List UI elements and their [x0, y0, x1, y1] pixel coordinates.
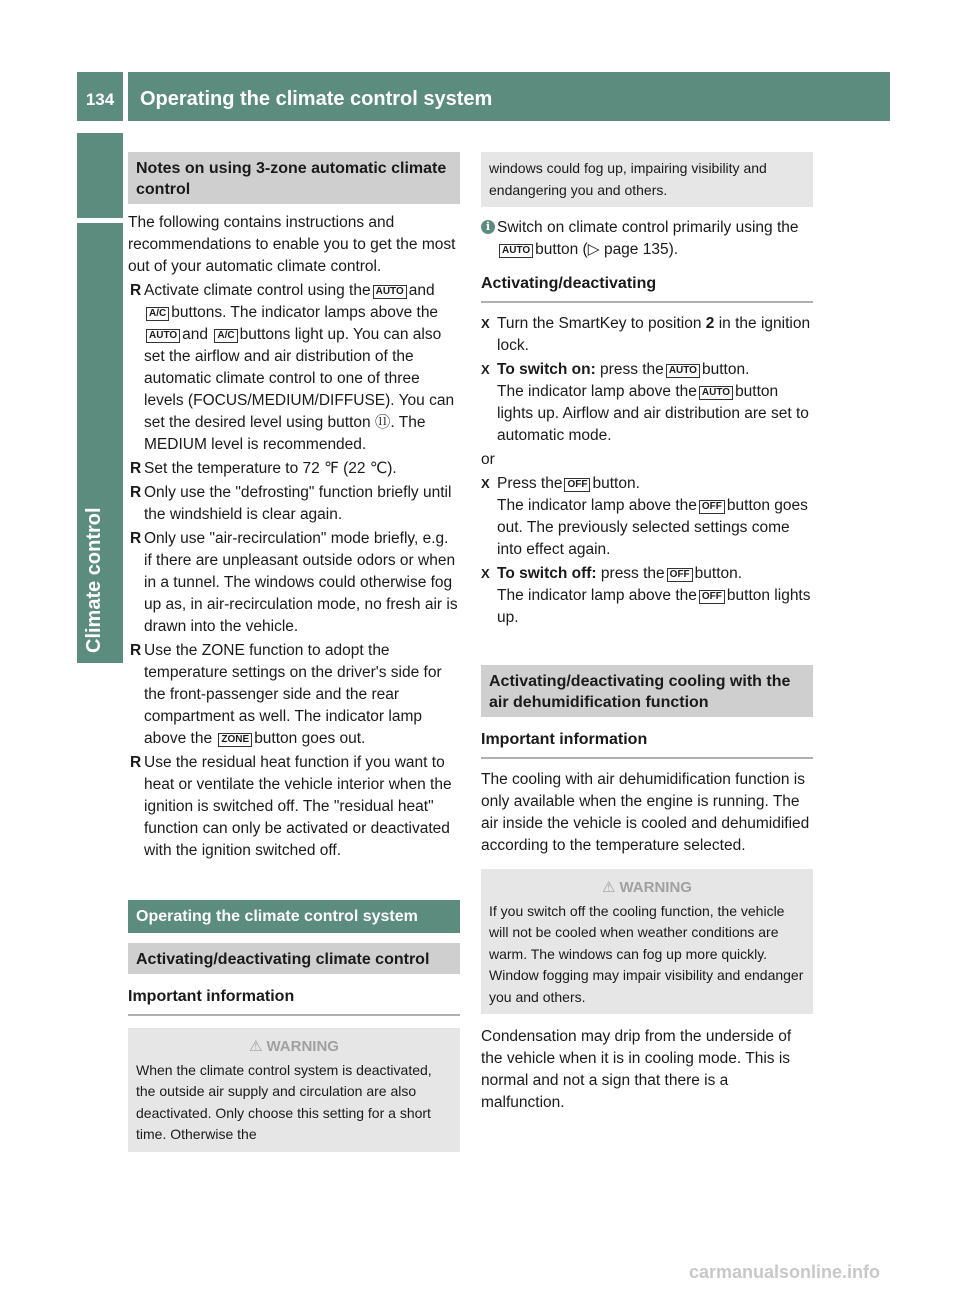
warning-text-continued: windows could fog up, impairing visibility and endangering you and others.	[489, 160, 767, 198]
auto-button-icon: AUTO	[699, 386, 733, 400]
right-column	[481, 152, 813, 1114]
list-item: X To switch off: press the OFF button. The indicator lamp above the OFF button lights up.	[481, 565, 811, 626]
list-item: X Turn the SmartKey to position 2 in the ignition lock.	[481, 315, 811, 354]
warning-box	[128, 1028, 460, 1152]
warning-text-2: If you switch off the cooling function, the vehicle will not be cooled when weather conditions are warm. The windows can fog up more quickly. Window fogging may impair visibility and endanger you and others.	[489, 902, 804, 1005]
page-title: Operating the climate control system	[140, 88, 493, 110]
off-button-icon: OFF	[699, 500, 725, 514]
cooling-text: The cooling with air dehumidification function is only available when the engine is running. The air inside the vehicle is cooled and dehumidified according to the temperature selected.	[481, 771, 810, 854]
ac-button-icon: A/C	[214, 329, 237, 343]
list-item: R Activate climate control using the AUTO and A/C buttons. The indicator lamps above the AUTO and A/C buttons light up. You can also set the airflow and air distribution of the automatic climate control to one of three levels (FOCUS/MEDIUM/DIFFUSE). You can set the desired level using button ⑪. The MEDIUM level is recommended.	[130, 282, 455, 453]
warning-title: ⚠ WARNING	[136, 1036, 452, 1058]
list-item: R Only use the "defrosting" function briefly until the windshield is clear again.	[130, 484, 452, 523]
warning-box-continued	[481, 152, 813, 207]
header-bar	[128, 72, 890, 121]
warning-title-2: ⚠ WARNING	[489, 877, 805, 899]
list-item: R Use the residual heat function if you want to heat or ventilate the vehicle interior when the ignition is switched off. The "residual heat" function can only be activated or deactivated with the ignition switched off.	[130, 754, 452, 859]
important-heading: Important information	[128, 986, 460, 1016]
list-item: X To switch on: press the AUTO button. The indicator lamp above the AUTO button lights up. Airflow and air distribution are set to automatic mode.	[481, 361, 809, 444]
off-button-icon: OFF	[564, 478, 590, 492]
list-item: R Set the temperature to 72 ℉ (22 ℃).	[130, 460, 397, 477]
or-text: or	[481, 451, 495, 468]
notes-intro: The following contains instructions and recommendations to enable you to get the most out of your automatic climate control.	[128, 214, 456, 275]
warning-triangle-icon: ⚠	[602, 879, 616, 896]
list-item: X Press the OFF button. The indicator lamp above the OFF button goes out. The previously selected settings come into effect again.	[481, 475, 808, 558]
cooling-heading: Activating/deactivating cooling with the air dehumidification function	[481, 665, 813, 717]
side-tab	[77, 223, 123, 663]
off-button-icon: OFF	[667, 568, 693, 582]
auto-button-icon: AUTO	[146, 329, 180, 343]
side-tab-label: Climate control	[83, 507, 105, 653]
footer-watermark: carmanualsonline.info	[688, 1262, 880, 1282]
info-note: i Switch on climate control primarily using theAUTO button (▷ page 135).	[481, 217, 813, 261]
condensation-text: Condensation may drip from the underside of the vehicle when it is in cooling mode. This is normal and not a sign that there is a malfunction.	[481, 1028, 792, 1111]
sub-heading: Activating/deactivating climate control	[128, 943, 460, 974]
zone-button-icon: ZONE	[218, 733, 252, 747]
auto-button-icon: AUTO	[373, 285, 407, 299]
info-icon: i	[481, 220, 495, 234]
warning-text: When the climate control system is deactivated, the outside air supply and circulation are also deactivated. Only choose this setting for a short time. Otherwise the	[136, 1061, 432, 1142]
ac-button-icon: A/C	[146, 307, 169, 321]
off-button-icon: OFF	[699, 590, 725, 604]
warning-triangle-icon: ⚠	[249, 1038, 263, 1055]
list-item: R Only use "air-recirculation" mode briefly, e.g. if there are unpleasant outside odors or when in a tunnel. The windows could otherwise fog up as, in air-recirculation mode, no fresh air is drawn into the vehicle.	[130, 530, 458, 635]
left-column	[128, 152, 460, 1152]
activating-heading: Activating/deactivating	[481, 273, 813, 303]
auto-button-icon: AUTO	[666, 364, 700, 378]
section-heading: Operating the climate control system	[128, 900, 460, 933]
important-heading-2: Important information	[481, 729, 813, 759]
notes-heading: Notes on using 3-zone automatic climate control	[128, 152, 460, 204]
list-item: R Use the ZONE function to adopt the temperature settings on the driver's side for the front-passenger side and the rear compartment as well. The indicator lamp above the ZONE button goes out.	[130, 642, 442, 747]
side-tab-top	[77, 133, 123, 218]
page-number-box	[77, 72, 123, 121]
page-number: 134	[85, 90, 115, 109]
warning-box-2	[481, 869, 813, 1014]
auto-button-icon: AUTO	[499, 244, 533, 258]
